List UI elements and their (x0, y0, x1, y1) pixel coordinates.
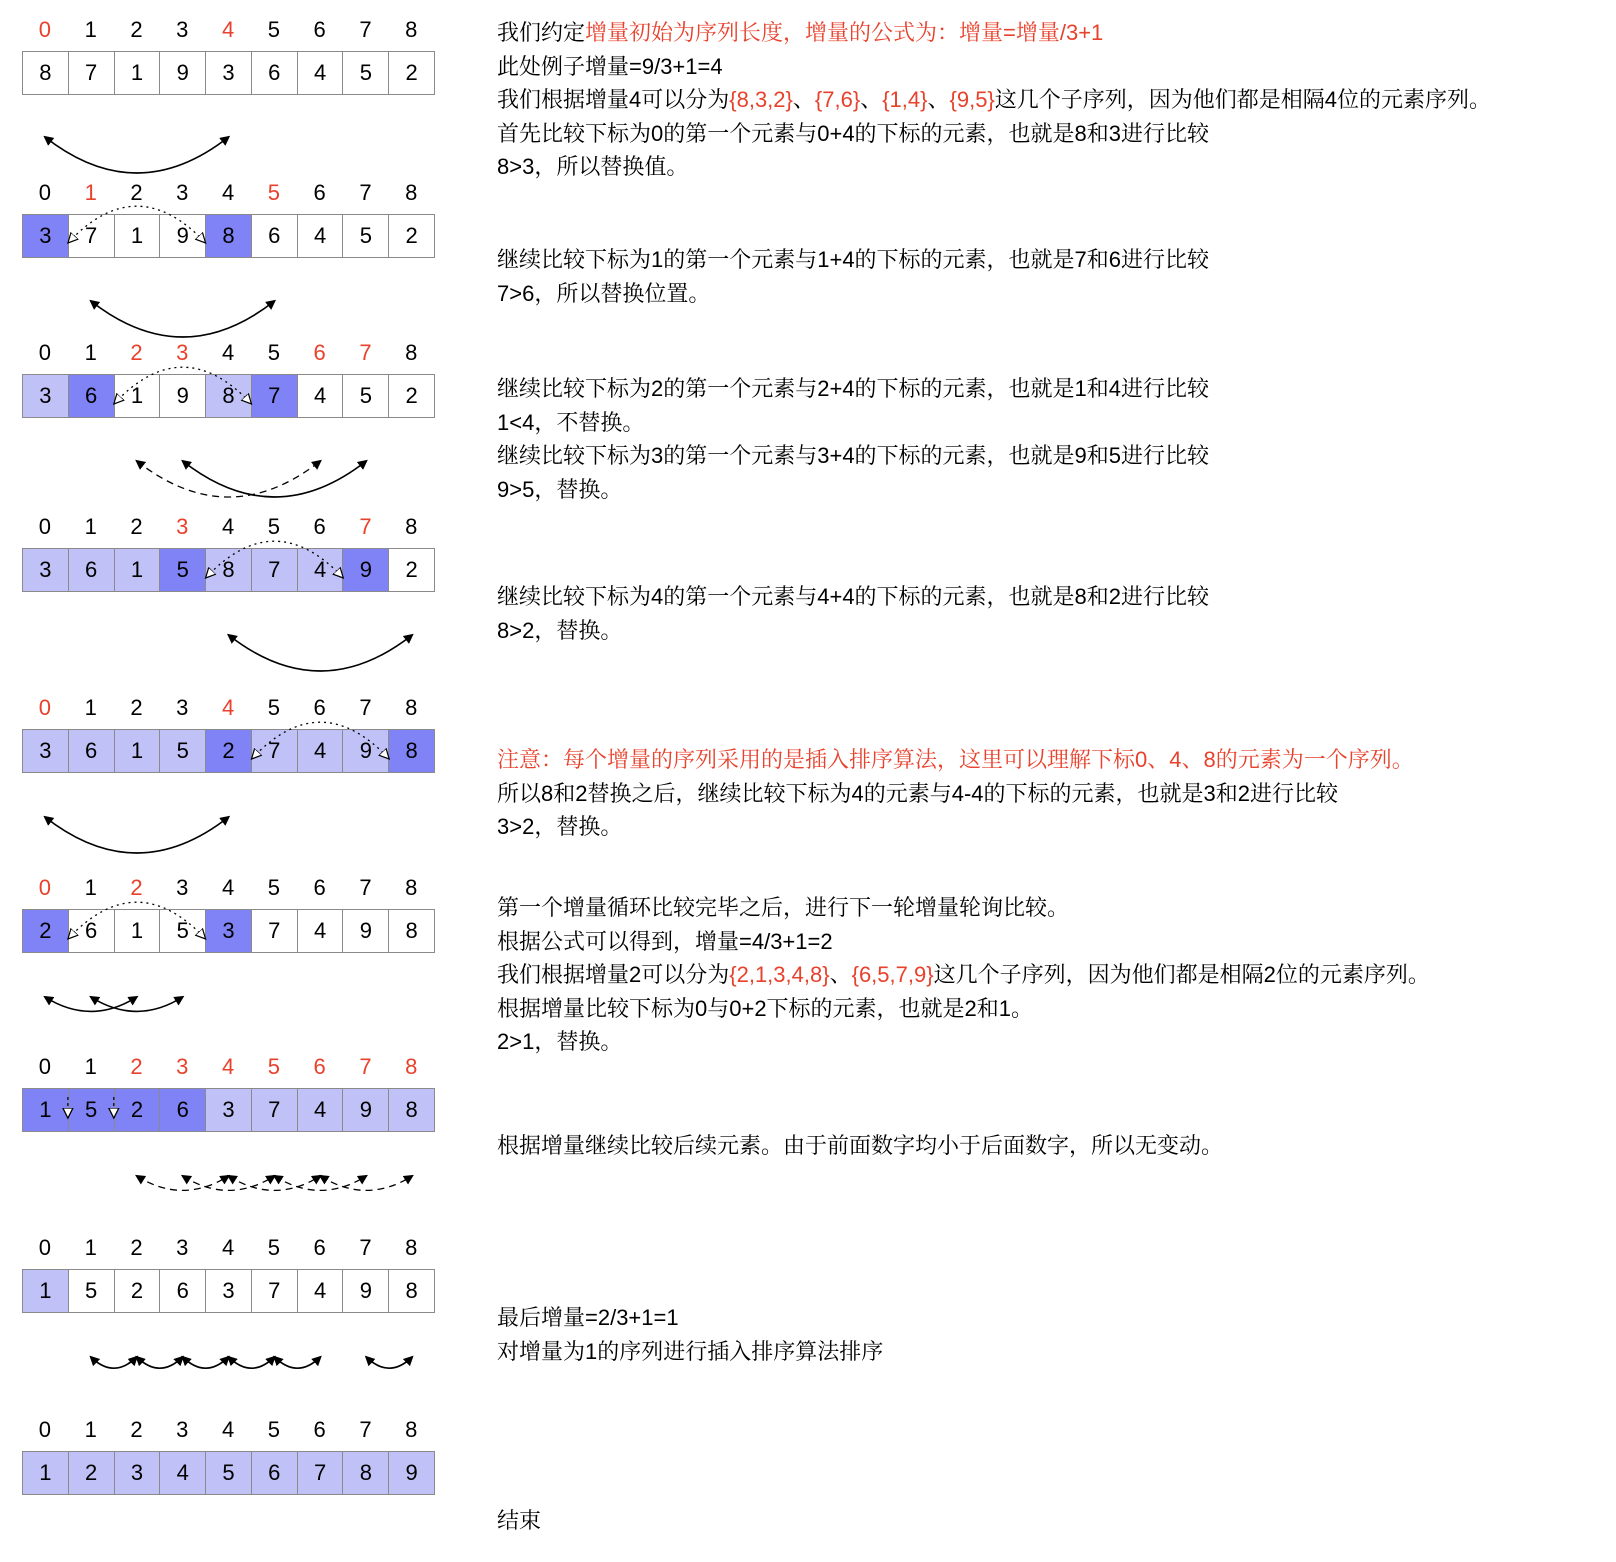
swap-arrow-icon (183, 1176, 275, 1190)
index-label: 0 (38, 17, 52, 42)
swap-arrow-icon (229, 1357, 275, 1368)
text: 我们根据增量2可以分为 (497, 962, 730, 987)
array-cell: 2 (389, 375, 434, 417)
index-label: 8 (405, 340, 418, 365)
swap-arrow-icon (137, 1176, 229, 1190)
array-cell: 3 (115, 1452, 161, 1494)
array-cell: 2 (115, 1270, 161, 1312)
index-label: 3 (176, 1054, 189, 1079)
text: 、 (927, 87, 950, 112)
array-cell: 6 (69, 910, 115, 952)
text: 根据增量继续比较后续元素。由于前面数字均小于后面数字，所以无变动。 (497, 1133, 1224, 1158)
highlighted-text: {8,3,2} (729, 87, 793, 112)
array-cell: 3 (23, 730, 69, 772)
text: 7>6，所以替换位置。 (497, 280, 711, 306)
index-label: 0 (38, 1417, 52, 1442)
swap-arrow-icon (274, 1357, 320, 1368)
index-label: 1 (84, 17, 97, 42)
highlighted-text: 注意：每个增量的序列采用的是插入排序算法，这里可以理解下标0、4、8的元素为一个序列。 (497, 747, 1414, 772)
array-cell: 7 (69, 52, 115, 94)
array-cell: 7 (252, 549, 298, 591)
array-cell: 6 (252, 52, 298, 94)
swap-arrow-icon (366, 1357, 412, 1368)
index-label: 4 (221, 875, 235, 900)
array-cell: 8 (389, 1270, 434, 1312)
text: 第一个增量循环比较完毕之后，进行下一轮增量轮询比较。 (497, 895, 1070, 920)
array-cell: 1 (23, 1270, 69, 1312)
index-label: 2 (130, 17, 143, 42)
swap-arrow-icon (91, 1357, 137, 1368)
index-label: 8 (405, 875, 418, 900)
index-label: 7 (359, 340, 372, 365)
index-label: 4 (221, 1054, 235, 1079)
text: 我们约定 (497, 20, 586, 45)
index-label: 5 (267, 180, 280, 205)
index-label: 6 (313, 1417, 326, 1442)
array-cell: 7 (252, 375, 298, 417)
index-label: 5 (267, 695, 280, 720)
index-label: 3 (176, 180, 189, 205)
index-label: 3 (176, 875, 189, 900)
text: 结束 (497, 1508, 542, 1533)
array-cell: 9 (160, 375, 206, 417)
swap-arrow-icon (45, 137, 229, 173)
array-cell: 1 (115, 215, 161, 257)
index-label: 5 (267, 17, 280, 42)
index-label: 2 (130, 514, 143, 539)
index-label: 7 (359, 1417, 372, 1442)
text: 8>2，替换。 (497, 617, 623, 643)
index-label: 7 (359, 1054, 372, 1079)
index-label: 7 (359, 1235, 372, 1260)
array-cell: 8 (389, 910, 434, 952)
index-label: 3 (176, 1235, 189, 1260)
index-label: 0 (38, 340, 52, 365)
array-cell: 9 (343, 910, 389, 952)
text: 根据公式可以得到，增量=4/3+1=2 (497, 928, 833, 954)
swap-arrow-icon (229, 635, 413, 671)
text: 继续比较下标为4的第一个元素与4+4的下标的元素，也就是8和2进行比较 (497, 584, 1210, 609)
swap-arrow-icon (183, 461, 367, 497)
text: 2>1，替换。 (497, 1029, 623, 1054)
array-cell: 2 (115, 1089, 161, 1131)
array-cell: 5 (69, 1089, 115, 1131)
array-cell: 6 (160, 1270, 206, 1312)
index-label: 8 (405, 17, 418, 42)
array-cell: 4 (298, 1270, 344, 1312)
array-cell: 2 (69, 1452, 115, 1494)
array-cell: 4 (298, 549, 344, 591)
array-cell: 7 (252, 1089, 298, 1131)
index-label: 7 (359, 17, 372, 42)
index-label: 3 (176, 695, 189, 720)
array-cell: 3 (206, 910, 252, 952)
text: 、 (860, 87, 883, 112)
index-label: 7 (359, 695, 372, 720)
swap-arrow-icon (68, 206, 206, 243)
index-label: 6 (313, 514, 326, 539)
index-label: 2 (130, 180, 143, 205)
array-cell: 5 (160, 549, 206, 591)
array-cell: 5 (343, 52, 389, 94)
index-label: 6 (313, 1054, 326, 1079)
array-cell: 9 (160, 215, 206, 257)
array-cell: 6 (252, 215, 298, 257)
array-cell: 1 (23, 1452, 69, 1494)
index-label: 2 (130, 1417, 143, 1442)
swap-arrow-icon (137, 461, 321, 497)
index-label: 1 (84, 1235, 97, 1260)
swap-arrow-icon (91, 301, 275, 337)
index-label: 3 (176, 340, 189, 365)
array-cell: 4 (298, 215, 344, 257)
index-label: 5 (267, 340, 280, 365)
array-cell: 7 (252, 910, 298, 952)
index-label: 1 (84, 695, 97, 720)
array-cell: 8 (23, 52, 69, 94)
array-cell: 2 (389, 215, 434, 257)
swap-arrow-icon (45, 817, 229, 853)
text: 9>5，替换。 (497, 476, 623, 502)
highlighted-text: 增量初始为序列长度，增量的公式为：增量=增量/3+1 (585, 20, 1104, 45)
highlighted-text: {6,5,7,9} (851, 962, 934, 987)
array-cell: 4 (160, 1452, 206, 1494)
index-label: 2 (130, 1054, 143, 1079)
array-cell: 1 (115, 910, 161, 952)
index-label: 4 (221, 695, 235, 720)
array-cell: 5 (343, 375, 389, 417)
text: 对增量为1的序列进行插入排序算法排序 (497, 1338, 884, 1364)
index-label: 0 (38, 514, 52, 539)
array-cell: 7 (252, 730, 298, 772)
text: 8>3，所以替换值。 (497, 154, 689, 179)
array-cell: 1 (115, 52, 161, 94)
text: 、 (792, 87, 815, 112)
highlighted-text: {2,1,3,4,8} (729, 962, 830, 987)
text: 、 (829, 962, 852, 987)
array-cell: 5 (160, 910, 206, 952)
index-label: 0 (38, 695, 52, 720)
swap-arrow-icon (114, 367, 252, 404)
index-label: 2 (130, 340, 143, 365)
text: 这几个子序列，因为他们都是相隔2位的元素序列。 (933, 962, 1430, 987)
index-label: 6 (313, 1235, 326, 1260)
index-label: 6 (313, 17, 326, 42)
array-cell: 8 (343, 1452, 389, 1494)
index-label: 4 (221, 340, 235, 365)
swap-arrow-icon (45, 997, 137, 1011)
index-label: 6 (313, 340, 326, 365)
array-cell: 6 (69, 549, 115, 591)
array-cell: 9 (343, 730, 389, 772)
array-cell: 1 (115, 375, 161, 417)
index-label: 0 (38, 875, 52, 900)
index-label: 2 (130, 875, 143, 900)
text: 所以8和2替换之后，继续比较下标为4的元素与4-4的下标的元素，也就是3和2进行比较 (497, 780, 1338, 806)
swap-arrow-icon (183, 1357, 229, 1368)
array-cell: 3 (23, 375, 69, 417)
swap-arrow-icon (137, 1357, 183, 1368)
text: 继续比较下标为1的第一个元素与1+4的下标的元素，也就是7和6进行比较 (497, 247, 1210, 272)
array-cell: 6 (252, 1452, 298, 1494)
highlighted-text: {7,6} (814, 87, 861, 112)
text: 继续比较下标为2的第一个元素与2+4的下标的元素，也就是1和4进行比较 (497, 376, 1210, 401)
swap-arrow-icon (91, 997, 183, 1011)
index-label: 8 (405, 514, 418, 539)
array-cell: 5 (160, 730, 206, 772)
index-label: 4 (221, 1235, 235, 1260)
array-cell: 6 (69, 375, 115, 417)
text: 根据增量比较下标为0与0+2下标的元素，也就是2和1。 (497, 995, 1034, 1021)
index-label: 4 (221, 17, 235, 42)
index-label: 0 (38, 1054, 52, 1079)
index-label: 4 (221, 1417, 235, 1442)
array-cell: 5 (343, 215, 389, 257)
text: 此处例子增量=9/3+1=4 (497, 53, 723, 79)
array-cell: 3 (206, 1089, 252, 1131)
index-label: 2 (130, 695, 143, 720)
index-label: 7 (359, 180, 372, 205)
array-cell: 3 (206, 1270, 252, 1312)
index-label: 6 (313, 180, 326, 205)
text: 首先比较下标为0的第一个元素与0+4的下标的元素，也就是8和3进行比较 (497, 120, 1210, 146)
array-cell: 7 (252, 1270, 298, 1312)
index-label: 1 (84, 1417, 97, 1442)
text: 继续比较下标为3的第一个元素与3+4的下标的元素，也就是9和5进行比较 (497, 443, 1210, 468)
index-label: 6 (313, 875, 326, 900)
index-label: 5 (267, 875, 280, 900)
array-cell: 8 (206, 215, 252, 257)
array-cell: 6 (69, 730, 115, 772)
swap-arrow-icon (206, 541, 344, 578)
index-label: 3 (176, 1417, 189, 1442)
array-cell: 4 (298, 375, 344, 417)
index-label: 3 (176, 514, 189, 539)
index-label: 1 (84, 180, 97, 205)
index-label: 7 (359, 514, 372, 539)
swap-arrow-icon (320, 1176, 412, 1190)
index-label: 4 (221, 180, 235, 205)
index-label: 5 (267, 1054, 280, 1079)
array-cell: 7 (69, 215, 115, 257)
highlighted-text: {9,5} (949, 87, 995, 112)
array-cell: 4 (298, 52, 344, 94)
text: 我们根据增量4可以分为 (497, 87, 730, 112)
array-cell: 4 (298, 1089, 344, 1131)
array-cell: 3 (23, 549, 69, 591)
index-label: 8 (405, 1417, 418, 1442)
array-cell: 2 (206, 730, 252, 772)
index-label: 5 (267, 1235, 280, 1260)
index-label: 8 (405, 1235, 418, 1260)
highlighted-text: {1,4} (882, 87, 928, 112)
swap-arrow-icon (68, 902, 206, 939)
array-cell: 8 (206, 375, 252, 417)
index-label: 1 (84, 875, 97, 900)
text: 3>2，替换。 (497, 814, 623, 839)
swap-arrow-icon (252, 722, 390, 759)
index-label: 1 (84, 340, 97, 365)
array-cell: 4 (298, 730, 344, 772)
array-cell: 3 (206, 52, 252, 94)
array-cell: 2 (389, 52, 434, 94)
array-cell: 1 (23, 1089, 69, 1131)
index-label: 2 (130, 1235, 143, 1260)
index-label: 4 (221, 514, 235, 539)
index-label: 8 (405, 1054, 418, 1079)
array-cell: 9 (343, 1089, 389, 1131)
array-cell: 3 (23, 215, 69, 257)
index-label: 3 (176, 17, 189, 42)
array-cell: 1 (115, 730, 161, 772)
array-cell: 2 (23, 910, 69, 952)
array-cell: 9 (343, 549, 389, 591)
array-cell: 6 (160, 1089, 206, 1131)
text: 最后增量=2/3+1=1 (497, 1305, 679, 1330)
array-cell: 9 (389, 1452, 434, 1494)
array-cell: 9 (160, 52, 206, 94)
swap-arrow-icon (274, 1176, 366, 1190)
array-cell: 5 (206, 1452, 252, 1494)
swap-arrow-icon (229, 1176, 321, 1190)
index-label: 6 (313, 695, 326, 720)
array-cell: 8 (389, 730, 434, 772)
index-label: 0 (38, 180, 52, 205)
array-cell: 8 (206, 549, 252, 591)
array-cell: 7 (298, 1452, 344, 1494)
text: 这几个子序列，因为他们都是相隔4位的元素序列。 (994, 87, 1492, 112)
array-cell: 5 (69, 1270, 115, 1312)
index-label: 5 (267, 1417, 280, 1442)
index-label: 8 (405, 180, 418, 205)
array-cell: 8 (389, 1089, 434, 1131)
array-cell: 9 (343, 1270, 389, 1312)
text: 1<4，不替换。 (497, 409, 645, 435)
array-cell: 4 (298, 910, 344, 952)
index-label: 5 (267, 514, 280, 539)
array-cell: 1 (115, 549, 161, 591)
index-label: 8 (405, 695, 418, 720)
index-label: 0 (38, 1235, 52, 1260)
index-label: 1 (84, 1054, 97, 1079)
array-cell: 2 (389, 549, 434, 591)
index-label: 7 (359, 875, 372, 900)
index-label: 1 (84, 514, 97, 539)
